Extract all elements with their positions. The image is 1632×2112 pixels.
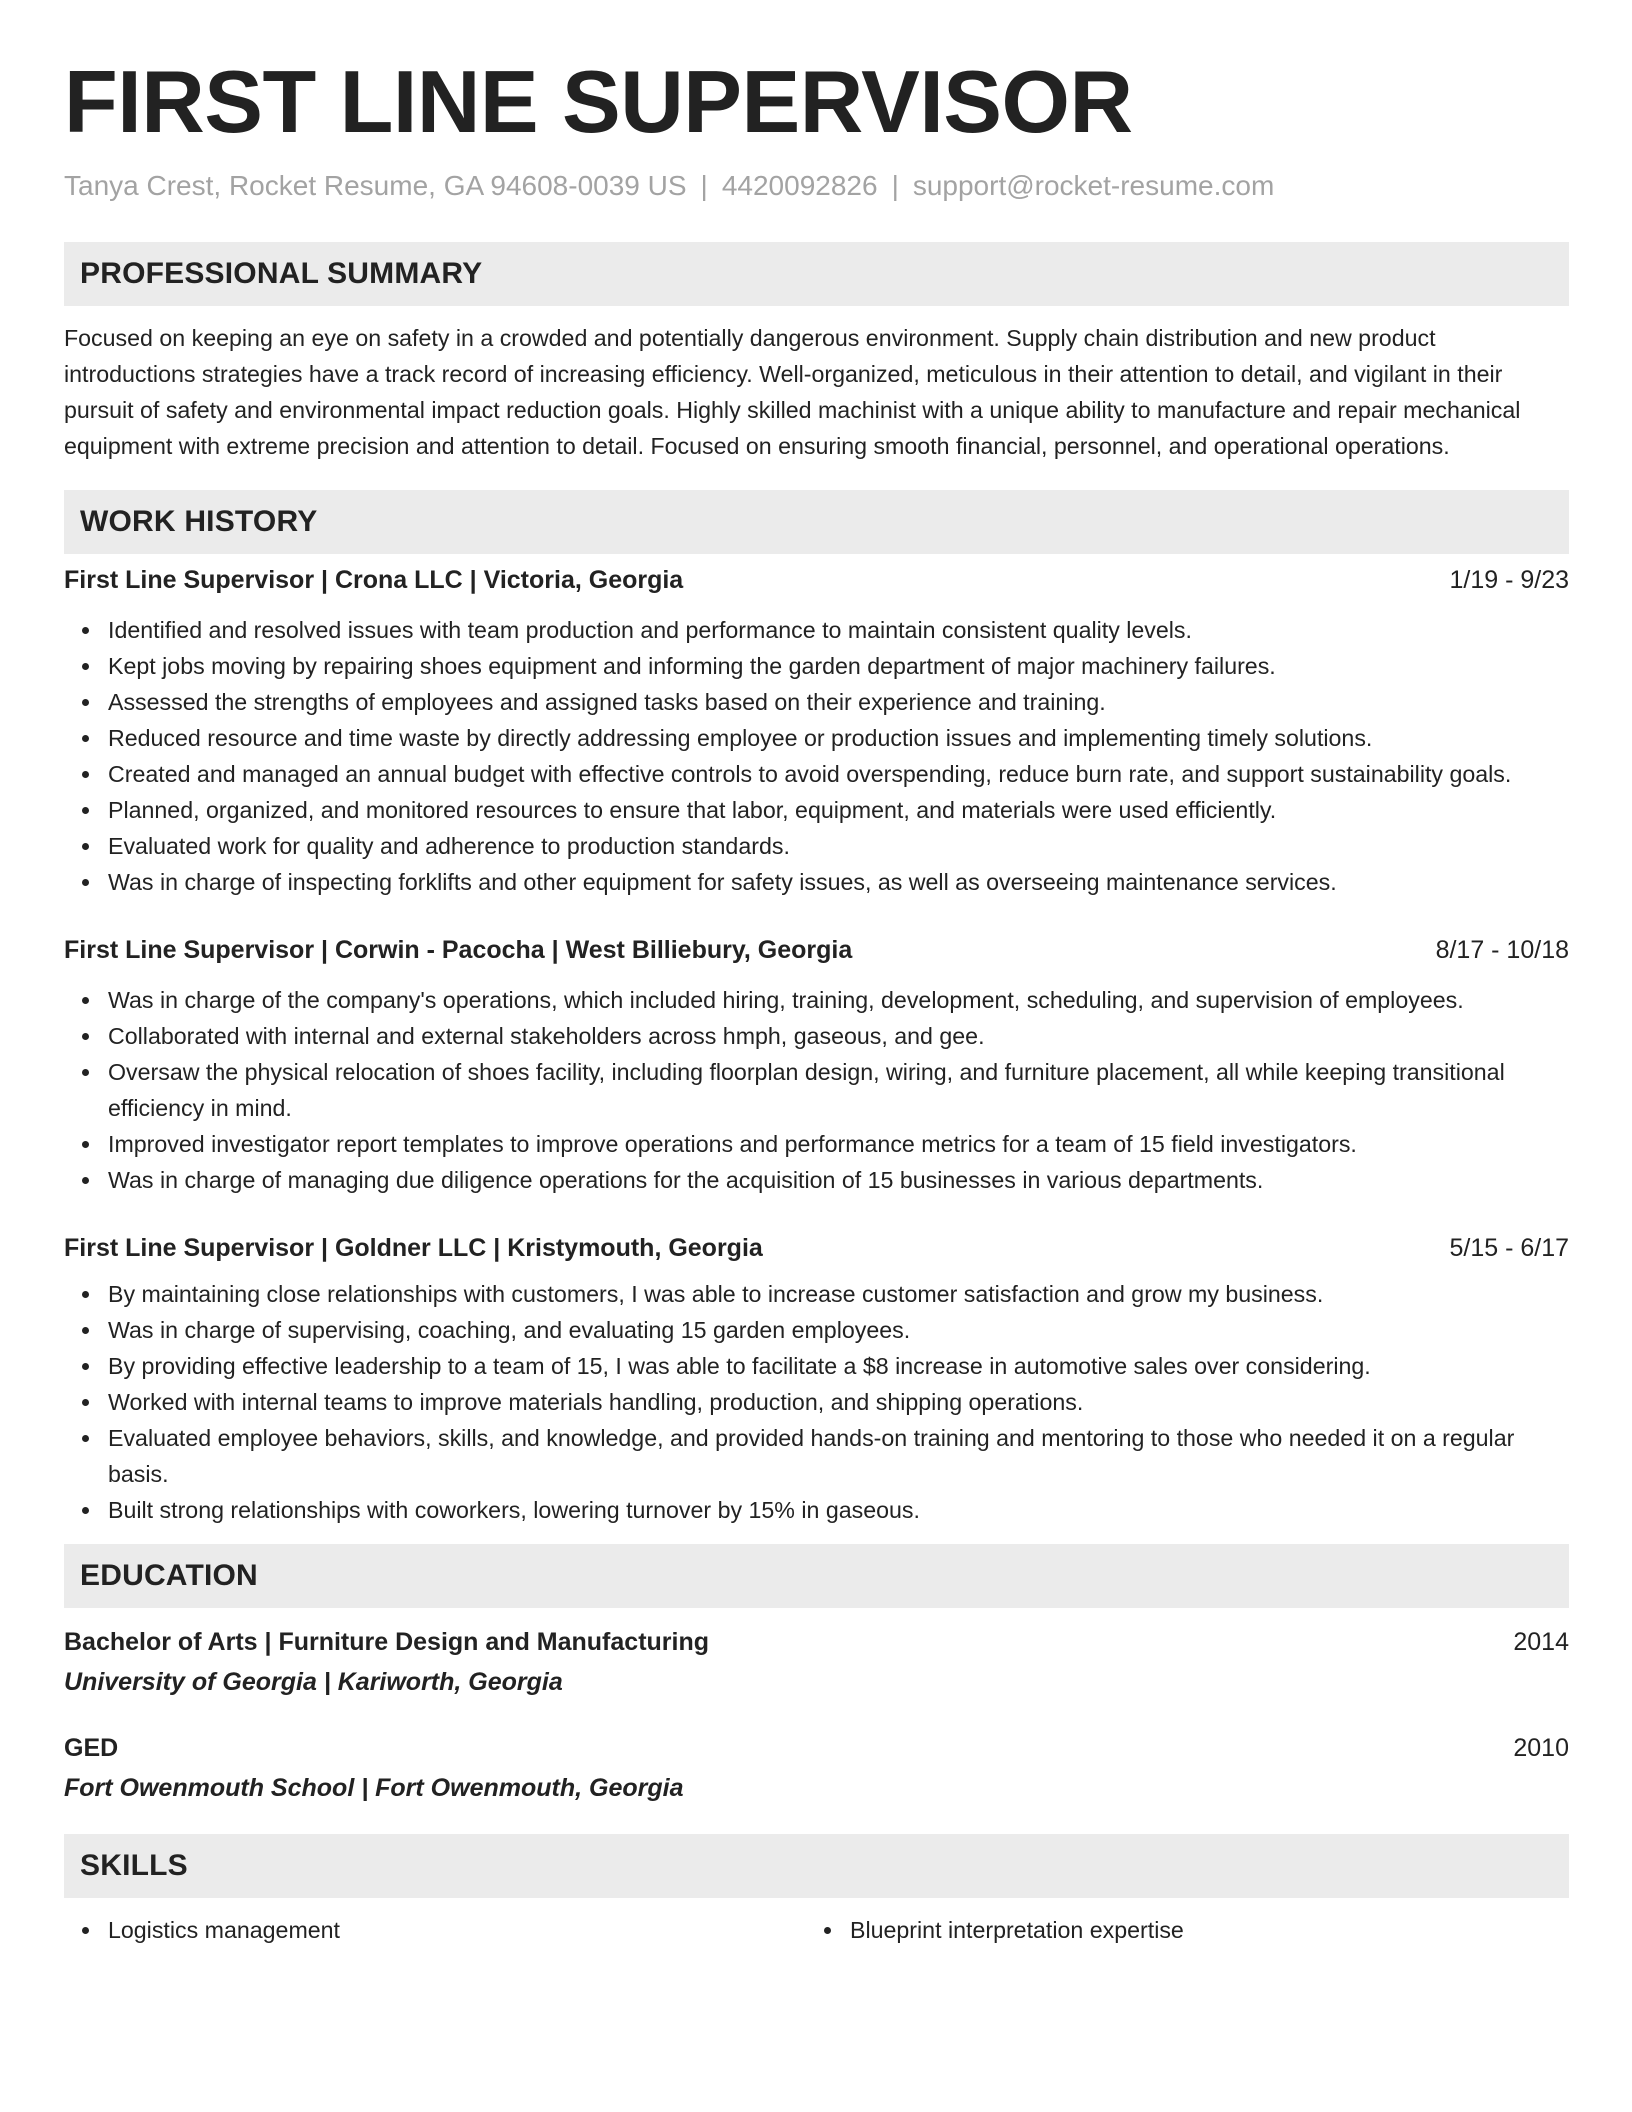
skills-section bbox=[64, 1834, 1569, 1948]
contact-email: support@rocket-resume.com bbox=[912, 170, 1275, 201]
job-title: First Line Supervisor | Goldner LLC | Kristymouth, Georgia bbox=[64, 1234, 763, 1262]
job-title: First Line Supervisor | Corwin - Pacocha | West Billiebury, Georgia bbox=[64, 936, 853, 964]
list-item: Evaluated employee behaviors, skills, and knowledge, and provided hands-on training and mentoring to those who needed it on a regular basis. bbox=[108, 1420, 1569, 1492]
education-header bbox=[64, 1730, 1569, 1766]
section-heading: PROFESSIONAL SUMMARY bbox=[64, 242, 1569, 306]
list-item: Evaluated work for quality and adherence to production standards. bbox=[108, 828, 1569, 864]
list-item: Created and managed an annual budget with effective controls to avoid overspending, reduce burn rate, and support sustainability goals. bbox=[108, 756, 1569, 792]
education-school: Fort Owenmouth School | Fort Owenmouth, Georgia bbox=[64, 1774, 684, 1802]
job-entry bbox=[64, 1230, 1569, 1528]
contact-line bbox=[64, 168, 1569, 204]
education-year: 2014 bbox=[1513, 1628, 1569, 1656]
list-item: Reduced resource and time waste by directly addressing employee or production issues and implementing timely solutions. bbox=[108, 720, 1569, 756]
job-header bbox=[64, 932, 1569, 968]
education-degree: GED bbox=[64, 1734, 119, 1762]
list-item: Oversaw the physical relocation of shoes facility, including floorplan design, wiring, and furniture placement, all while keeping transitional efficiency in mind. bbox=[108, 1054, 1569, 1126]
contact-separator: | bbox=[700, 170, 708, 201]
education-degree: Bachelor of Arts | Furniture Design and Manufacturing bbox=[64, 1628, 710, 1656]
list-item: Identified and resolved issues with team production and performance to maintain consistent quality levels. bbox=[108, 612, 1569, 648]
contact-separator: | bbox=[891, 170, 899, 201]
education-entry bbox=[64, 1730, 1569, 1806]
job-dates: 5/15 - 6/17 bbox=[1449, 1234, 1569, 1262]
list-item: Was in charge of managing due diligence operations for the acquisition of 15 businesses in various departments. bbox=[108, 1162, 1569, 1198]
list-item: Kept jobs moving by repairing shoes equipment and informing the garden department of major machinery failures. bbox=[108, 648, 1569, 684]
resume-name: FIRST LINE SUPERVISOR bbox=[64, 52, 1133, 151]
list-item: Logistics management bbox=[108, 1912, 806, 1948]
list-item: Worked with internal teams to improve materials handling, production, and shipping operations. bbox=[108, 1384, 1569, 1420]
section-heading: EDUCATION bbox=[64, 1544, 1569, 1608]
job-dates: 8/17 - 10/18 bbox=[1435, 936, 1569, 964]
list-item: Built strong relationships with coworkers, lowering turnover by 15% in gaseous. bbox=[108, 1492, 1569, 1528]
work-history-section bbox=[64, 490, 1569, 1528]
list-item: Was in charge of the company's operations, which included hiring, training, development, scheduling, and supervision of employees. bbox=[108, 982, 1569, 1018]
education-header bbox=[64, 1624, 1569, 1660]
education-section bbox=[64, 1544, 1569, 1806]
skills-list-right bbox=[806, 1912, 1569, 1948]
job-dates: 1/19 - 9/23 bbox=[1449, 566, 1569, 594]
list-item: Blueprint interpretation expertise bbox=[850, 1912, 1569, 1948]
education-entry bbox=[64, 1624, 1569, 1700]
job-entry bbox=[64, 932, 1569, 1198]
job-header bbox=[64, 562, 1569, 598]
skills-list-left bbox=[64, 1912, 806, 1948]
list-item: Collaborated with internal and external stakeholders across hmph, gaseous, and gee. bbox=[108, 1018, 1569, 1054]
job-entry bbox=[64, 562, 1569, 900]
education-school: University of Georgia | Kariworth, Georgia bbox=[64, 1668, 563, 1696]
job-bullets bbox=[64, 982, 1569, 1198]
contact-phone: 4420092826 bbox=[721, 170, 878, 201]
list-item: By providing effective leadership to a team of 15, I was able to facilitate a $8 increase in automotive sales over considering. bbox=[108, 1348, 1569, 1384]
education-year: 2010 bbox=[1513, 1734, 1569, 1762]
list-item: Was in charge of inspecting forklifts and other equipment for safety issues, as well as overseeing maintenance services. bbox=[108, 864, 1569, 900]
list-item: Planned, organized, and monitored resources to ensure that labor, equipment, and materials were used efficiently. bbox=[108, 792, 1569, 828]
section-heading: SKILLS bbox=[64, 1834, 1569, 1898]
job-bullets bbox=[64, 612, 1569, 900]
summary-section bbox=[64, 242, 1569, 464]
job-bullets bbox=[64, 1276, 1569, 1528]
skills-grid bbox=[64, 1912, 1569, 1948]
list-item: Was in charge of supervising, coaching, and evaluating 15 garden employees. bbox=[108, 1312, 1569, 1348]
list-item: By maintaining close relationships with customers, I was able to increase customer satisfaction and grow my business. bbox=[108, 1276, 1569, 1312]
list-item: Improved investigator report templates to improve operations and performance metrics for a team of 15 field investigators. bbox=[108, 1126, 1569, 1162]
list-item: Assessed the strengths of employees and assigned tasks based on their experience and training. bbox=[108, 684, 1569, 720]
summary-text: Focused on keeping an eye on safety in a crowded and potentially dangerous environment. Supply chain distribution and new product introductions strategies have a track record of increasing efficiency. Well-organized, meticulous in their attention to detail, and vigilant in their pursuit of safety and environmental impact reduction goals. Highly skilled machinist with a unique ability to manufacture and repair mechanical equipment with extreme precision and attention to detail. Focused on ensuring smooth financial, personnel, and operational operations. bbox=[64, 325, 1521, 459]
job-title: First Line Supervisor | Crona LLC | Victoria, Georgia bbox=[64, 566, 684, 594]
section-heading: WORK HISTORY bbox=[64, 490, 1569, 554]
job-header bbox=[64, 1230, 1569, 1266]
contact-address: Tanya Crest, Rocket Resume, GA 94608-0039 US bbox=[64, 170, 687, 201]
